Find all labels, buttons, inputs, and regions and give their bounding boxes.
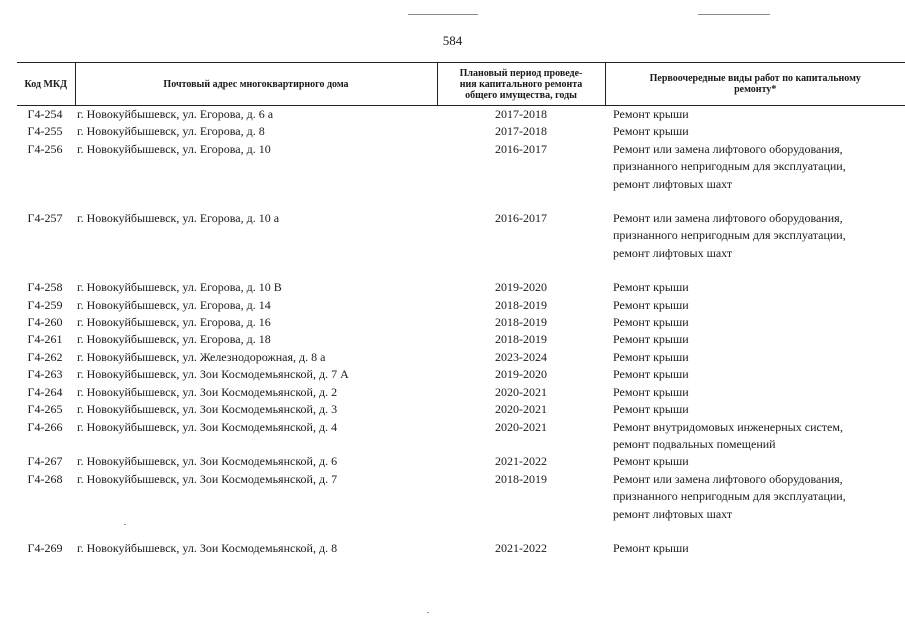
row-period: 2016-2017 [495,141,547,156]
works-line: Ремонт крыши [613,107,689,121]
spacer-cell [17,262,905,279]
row-period: 2021-2022 [495,540,547,555]
row-code: Г4-261 [27,332,63,347]
table-row [17,106,905,124]
table-row [17,471,905,523]
row-address: г. Новокуйбышевск, ул. Зои Космодемьянской, д. 7 [77,471,338,486]
table-row [17,401,905,418]
table-body [17,106,905,558]
row-period: 2018-2019 [495,471,547,486]
header-code: Код МКД [17,63,75,106]
works-line: признанного непригодным для эксплуатации, [613,489,846,504]
row-code: Г4-266 [27,419,63,434]
row-code: Г4-263 [27,367,63,382]
row-works [605,419,905,454]
row-works [605,106,905,124]
works-line: Ремонт крыши [613,540,689,555]
works-line: Ремонт крыши [613,280,689,295]
row-code: Г4-259 [27,297,63,312]
row-period: 2020-2021 [495,402,547,417]
repair-table-wrapper [17,62,905,557]
works-line: Ремонт внутридомовых инженерных систем, [613,419,843,434]
works-line: Ремонт крыши [613,315,689,330]
scan-speck [124,524,126,525]
table-row [17,314,905,331]
works-line: ремонт подвальных помещений [613,436,776,451]
row-works [605,453,905,470]
row-period: 2017-2018 [495,124,547,139]
works-line: ремонт лифтовых шахт [613,245,733,260]
row-works [605,279,905,296]
works-line: ремонт лифтовых шахт [613,506,733,521]
scan-artifact-line-right [698,14,770,15]
table-row [17,297,905,314]
row-code: Г4-264 [27,384,63,399]
row-period: 2023-2024 [495,349,547,364]
row-works [605,366,905,383]
row-address: г. Новокуйбышевск, ул. Зои Космодемьянской, д. 2 [77,384,338,399]
row-address: г. Новокуйбышевск, ул. Егорова, д. 14 [77,297,271,312]
row-code: Г4-257 [27,211,63,226]
row-code: Г4-255 [27,124,63,139]
works-line: признанного непригодным для эксплуатации, [613,159,846,174]
row-works [605,401,905,418]
header-works-line: ремонту* [734,84,777,95]
table-row [17,123,905,140]
row-period: 2018-2019 [495,315,547,330]
works-line: ремонт лифтовых шахт [613,176,733,191]
row-address: г. Новокуйбышевск, ул. Егорова, д. 10 [77,141,271,156]
row-code: Г4-254 [27,107,63,121]
row-address: г. Новокуйбышевск, ул. Зои Космодемьянской, д. 3 [77,402,338,417]
row-address: г. Новокуйбышевск, ул. Зои Космодемьянской, д. 4 [77,419,338,434]
row-address: г. Новокуйбышевск, ул. Егорова, д. 16 [77,315,271,330]
repair-table [17,62,905,557]
row-code: Г4-268 [27,471,63,486]
row-code: Г4-265 [27,402,63,417]
row-address: г. Новокуйбышевск, ул. Егорова, д. 8 [77,124,265,139]
table-header-row [17,63,905,106]
table-row [17,453,905,470]
header-period-line: общего имущества, годы [465,89,577,101]
row-period: 2019-2020 [495,280,547,295]
row-period: 2019-2020 [495,367,547,382]
table-row [17,331,905,348]
table-row [17,366,905,383]
works-line: Ремонт крыши [613,454,689,469]
row-period: 2020-2021 [495,384,547,399]
header-works [605,63,905,106]
row-period: 2020-2021 [495,419,547,434]
row-code: Г4-256 [27,141,63,156]
row-spacer [17,523,905,540]
row-code: Г4-262 [27,349,63,364]
works-line: Ремонт крыши [613,297,689,312]
row-address: г. Новокуйбышевск, ул. Железнодорожная, д. 8 а [77,349,326,364]
scan-artifact-line-left [408,14,478,15]
row-works [605,331,905,348]
row-address: г. Новокуйбышевск, ул. Зои Космодемьянской, д. 6 [77,454,338,469]
works-line: признанного непригодным для эксплуатации, [613,228,846,243]
row-code: Г4-269 [27,540,63,555]
row-period: 2016-2017 [495,211,547,226]
row-works [605,314,905,331]
table-row [17,141,905,193]
table-row [17,384,905,401]
row-works [605,349,905,366]
row-period: 2021-2022 [495,454,547,469]
works-line: Ремонт или замена лифтового оборудования, [613,211,843,226]
works-line: Ремонт крыши [613,124,689,139]
row-period: 2018-2019 [495,332,547,347]
row-works [605,123,905,140]
table-row [17,419,905,454]
row-period: 2017-2018 [495,107,547,121]
row-works [605,210,905,262]
row-works [605,384,905,401]
header-period [437,63,605,106]
header-works-line: Первоочередные виды работ по капитальному [649,73,861,84]
row-works [605,471,905,523]
header-period-line: Плановый период проведе- [459,67,583,79]
works-line: Ремонт крыши [613,402,689,417]
row-address: г. Новокуйбышевск, ул. Егорова, д. 10 а [77,211,280,226]
row-address: г. Новокуйбышевск, ул. Егорова, д. 6 а [77,107,274,121]
row-period: 2018-2019 [495,297,547,312]
table-row [17,210,905,262]
row-code: Г4-258 [27,280,63,295]
row-code: Г4-267 [27,454,63,469]
works-line: Ремонт или замена лифтового оборудования, [613,141,843,156]
table-row [17,279,905,296]
works-line: Ремонт или замена лифтового оборудования, [613,471,843,486]
spacer-cell [17,523,905,540]
row-spacer [17,262,905,279]
scan-speck [427,612,429,613]
works-line: Ремонт крыши [613,384,689,399]
table-row [17,349,905,366]
header-address: Почтовый адрес многоквартирного дома [75,63,437,106]
table-row [17,540,905,557]
row-address: г. Новокуйбышевск, ул. Егорова, д. 10 В [77,280,282,295]
row-spacer [17,193,905,210]
row-address: г. Новокуйбышевск, ул. Зои Космодемьянской, д. 8 [77,540,338,555]
row-works [605,540,905,557]
page-number: 584 [442,33,463,48]
works-line: Ремонт крыши [613,349,689,364]
row-address: г. Новокуйбышевск, ул. Зои Космодемьянской, д. 7 А [77,367,349,382]
header-period-line: ния капитального ремонта [459,78,583,90]
row-address: г. Новокуйбышевск, ул. Егорова, д. 18 [77,332,271,347]
works-line: Ремонт крыши [613,332,689,347]
row-works [605,297,905,314]
row-works [605,141,905,193]
spacer-cell [17,193,905,210]
works-line: Ремонт крыши [613,367,689,382]
row-code: Г4-260 [27,315,63,330]
